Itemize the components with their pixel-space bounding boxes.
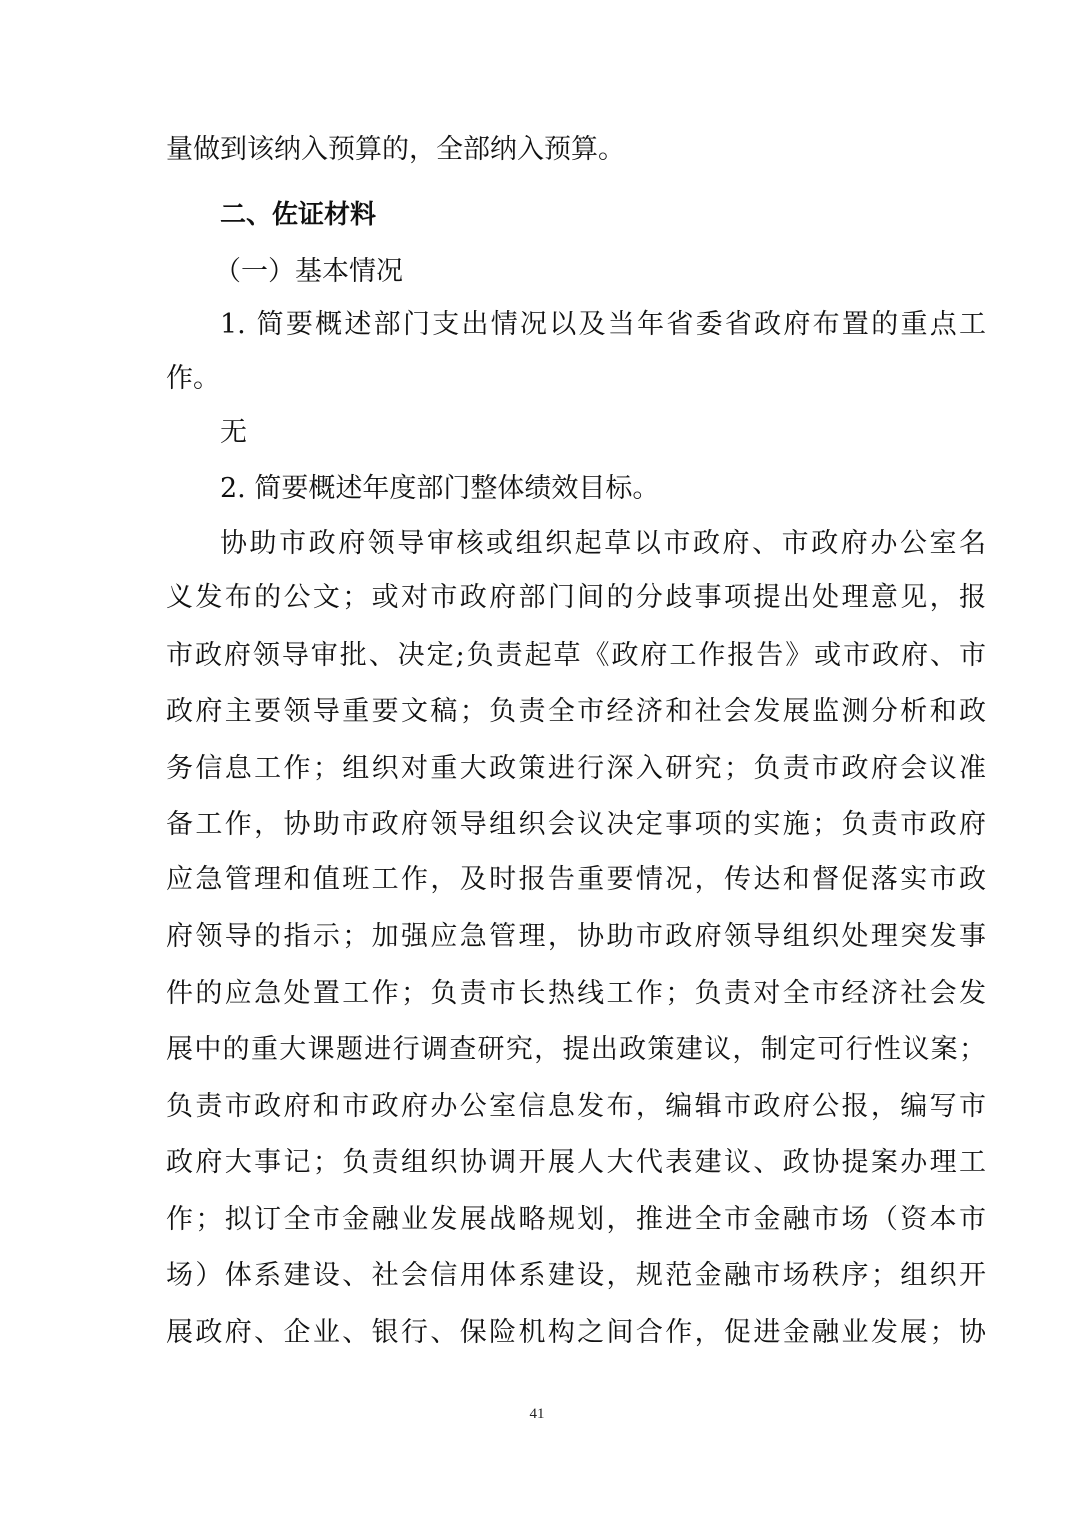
paragraph-line: 备工作，协助市政府领导组织会议决定事项的实施；负责市政府	[166, 809, 986, 840]
paragraph-line: 无	[220, 417, 247, 448]
paragraph-line: 府领导的指示；加强应急管理，协助市政府领导组织处理突发事	[166, 921, 986, 952]
paragraph-line: 政府大事记；负责组织协调开展人大代表建议、政协提案办理工	[166, 1147, 986, 1178]
paragraph-line: 协助市政府领导审核或组织起草以市政府、市政府办公室名	[220, 528, 986, 559]
paragraph-line: 市政府领导审批、决定;负责起草《政府工作报告》或市政府、市	[166, 640, 986, 671]
section-heading: 二、佐证材料	[220, 200, 377, 230]
paragraph-line: 务信息工作；组织对重大政策进行深入研究；负责市政府会议准	[166, 753, 986, 784]
paragraph-line: 负责市政府和市政府办公室信息发布，编辑市政府公报，编写市	[166, 1091, 986, 1122]
paragraph-line: 件的应急处置工作；负责市长热线工作；负责对全市经济社会发	[166, 978, 986, 1009]
paragraph-line: 量做到该纳入预算的，全部纳入预算。	[166, 134, 625, 165]
paragraph-line: 场）体系建设、社会信用体系建设，规范金融市场秩序；组织开	[166, 1260, 986, 1291]
paragraph-line: 作；拟订全市金融业发展战略规划，推进全市金融市场（资本市	[166, 1204, 986, 1235]
paragraph-line: 2. 简要概述年度部门整体绩效目标。	[220, 473, 660, 504]
paragraph-line: 展政府、企业、银行、保险机构之间合作，促进金融业发展；协	[166, 1317, 986, 1348]
page-number: 41	[529, 1406, 545, 1422]
subsection-heading: （一）基本情况	[214, 256, 403, 287]
paragraph-line: 1. 简要概述部门支出情况以及当年省委省政府布置的重点工	[220, 309, 986, 340]
paragraph-line: 政府主要领导重要文稿；负责全市经济和社会发展监测分析和政	[166, 696, 986, 727]
paragraph-line: 义发布的公文；或对市政府部门间的分歧事项提出处理意见，报	[166, 582, 986, 613]
paragraph-line: 展中的重大课题进行调查研究，提出政策建议，制定可行性议案；	[166, 1034, 986, 1065]
paragraph-line: 作。	[166, 363, 220, 394]
paragraph-line: 应急管理和值班工作，及时报告重要情况，传达和督促落实市政	[166, 864, 986, 895]
